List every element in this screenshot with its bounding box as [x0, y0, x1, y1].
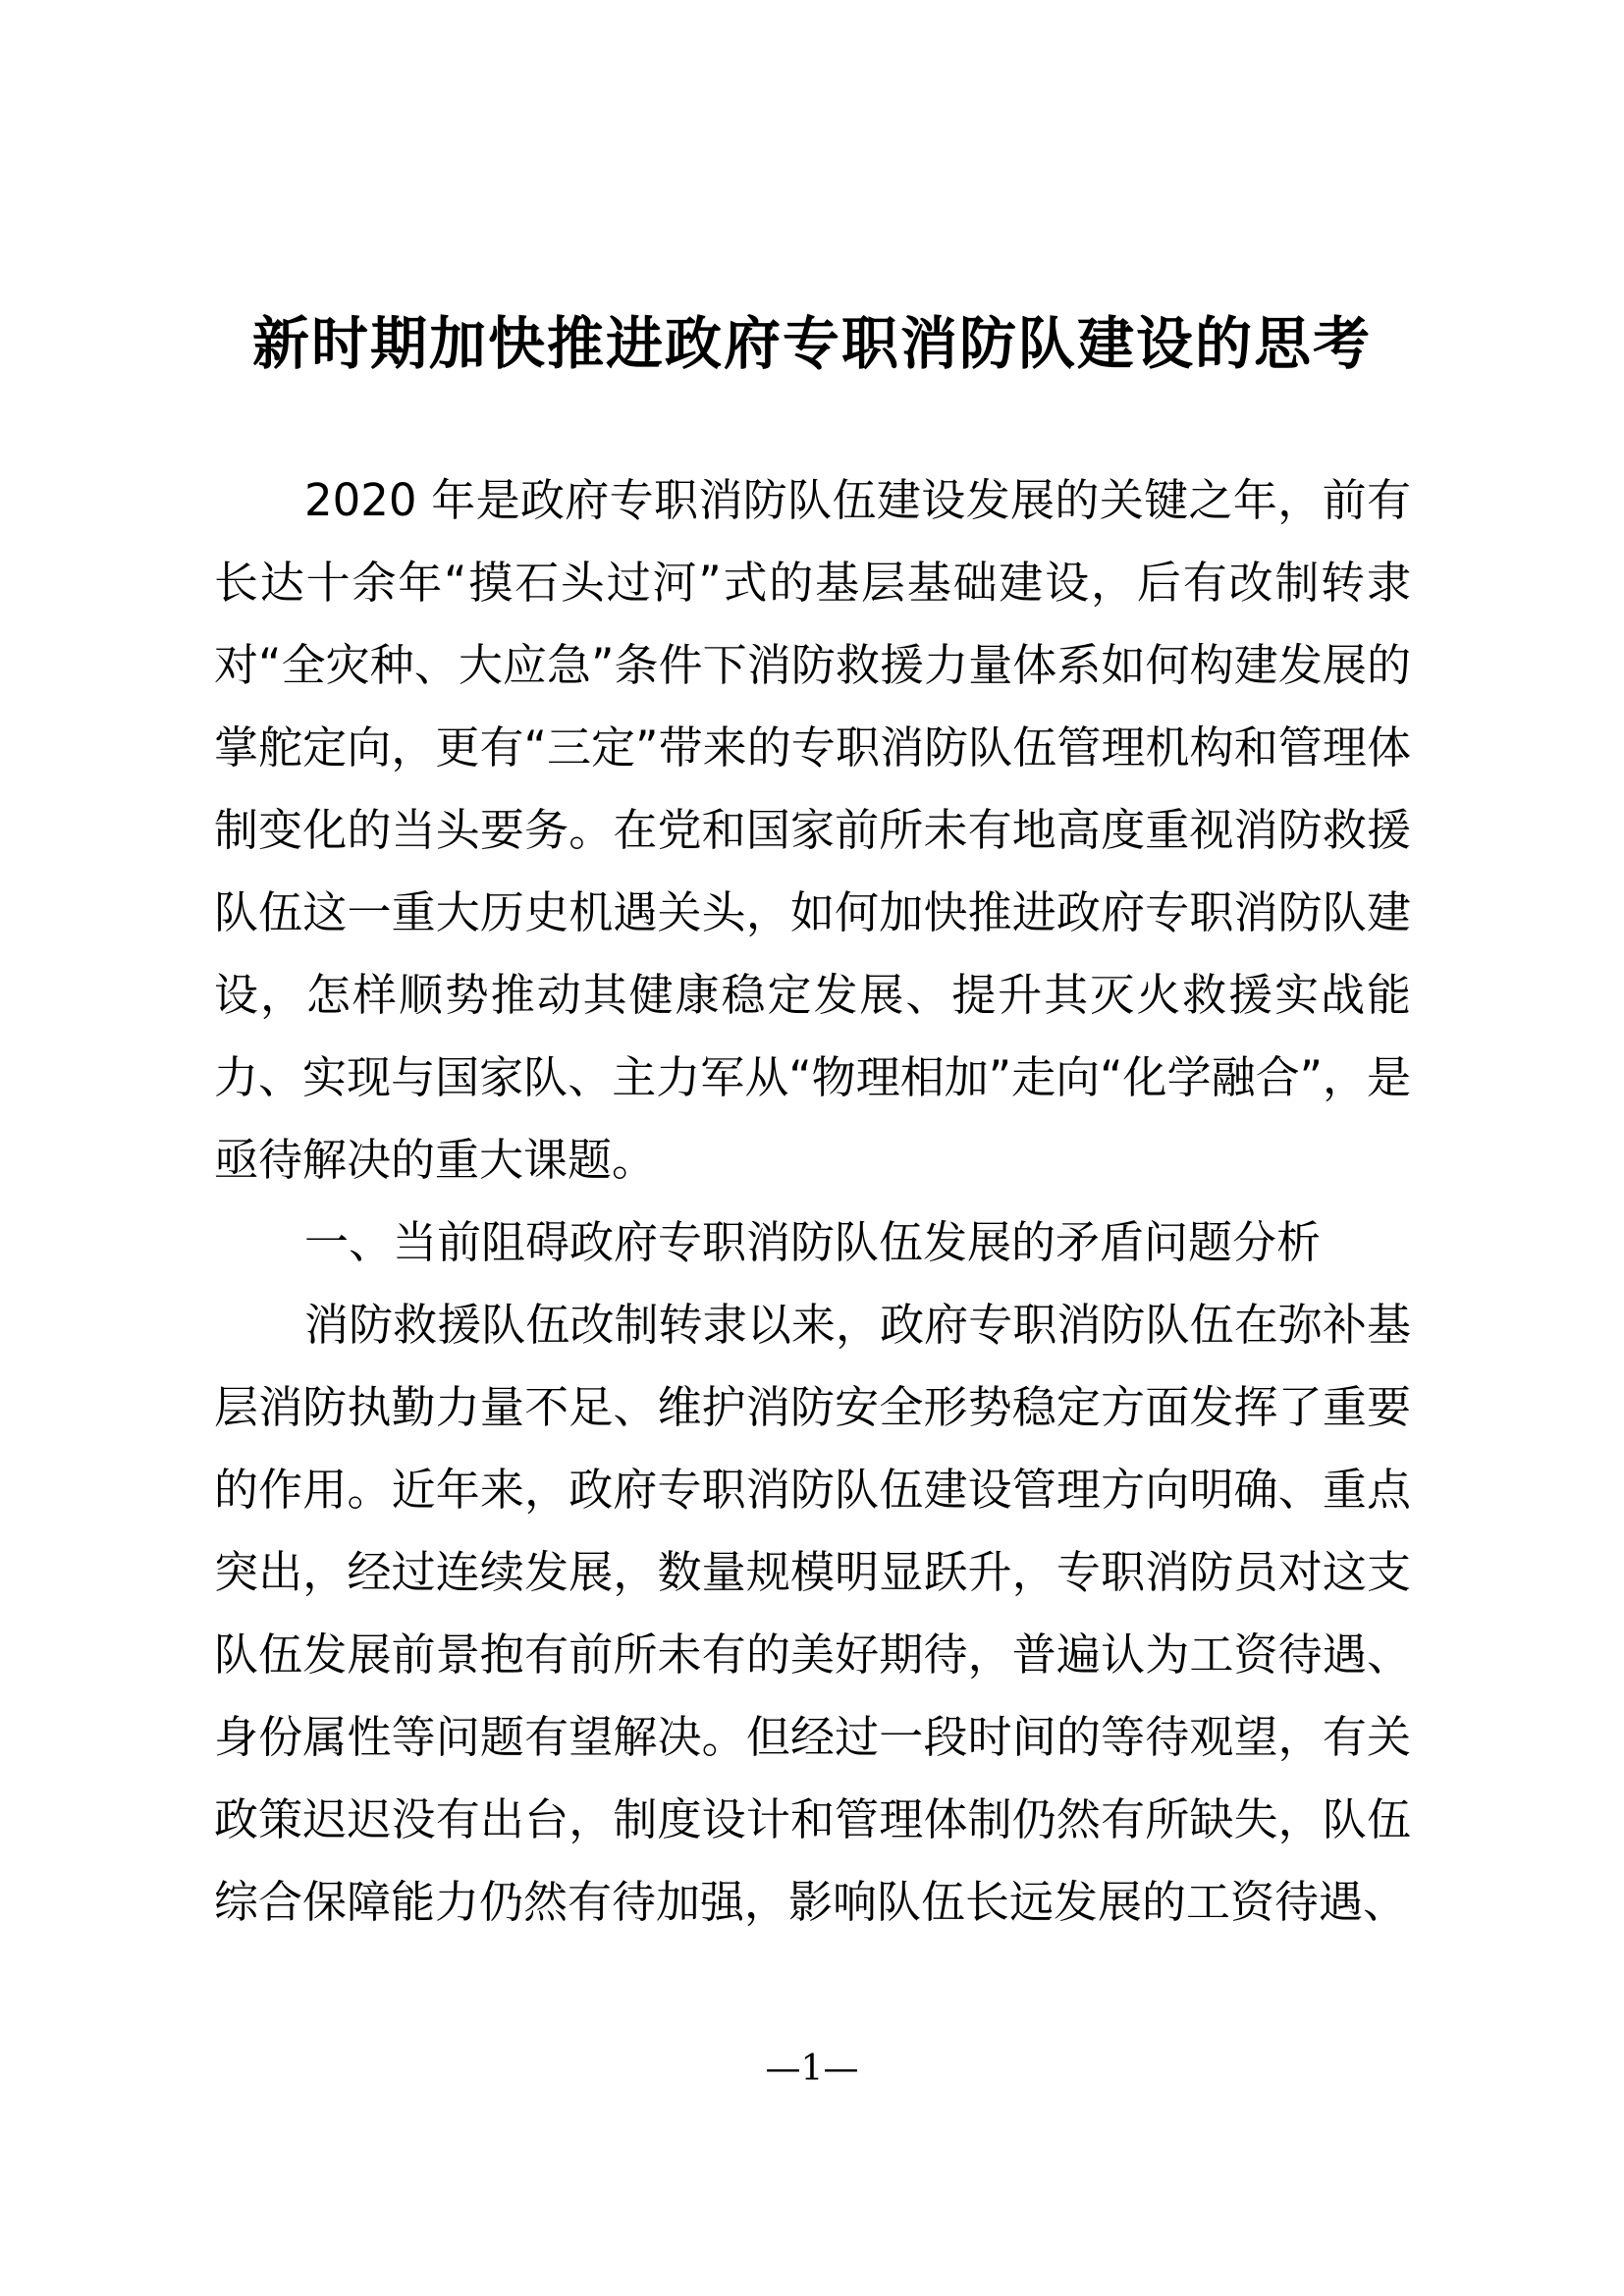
- page-number-footer: —1—: [765, 2049, 859, 2089]
- document-body: [214, 459, 1411, 1944]
- page-title: 新时期加快推进政府专职消防队建设的思考: [251, 309, 1372, 377]
- body-paragraph-1: 2020 年是政府专职消防队伍建设发展的关键之年，前有长达十余年“摸石头过河”式的基层基础建设，后有改制转隶对“全灾种、大应急”条件下消防救援力量体系如何构建发展的掌舵定向，更有“三定”带来的专职消防队伍管理机构和管理体制变化的当头要务。在党和国家前所未有地高度重视消防救援队伍这一重大历史机遇关头，如何加快推进政府专职消防队建设，怎样顺势推动其健康稳定发展、提升其灭火救援实战能力、实现与国家队、主力军从“物理相加”走向“化学融合”，是亟待解决的重大课题。: [214, 474, 1411, 1186]
- body-paragraph-2: 消防救援队伍改制转隶以来，政府专职消防队伍在弥补基层消防执勤力量不足、维护消防安全形势稳定方面发挥了重要的作用。近年来，政府专职消防队伍建设管理方向明确、重点突出，经过连续发展，数量规模明显跃升，专职消防员对这支队伍发展前景抱有前所未有的美好期待，普遍认为工资待遇、身份属性等问题有望解决。但经过一段时间的等待观望，有关政策迟迟没有出台，制度设计和管理体制仍然有所缺失，队伍综合保障能力仍然有待加强，影响队伍长远发展的工资待遇、: [214, 1299, 1411, 1928]
- section-heading-1: 一、当前阻碍政府专职消防队伍发展的矛盾问题分析: [304, 1216, 1322, 1268]
